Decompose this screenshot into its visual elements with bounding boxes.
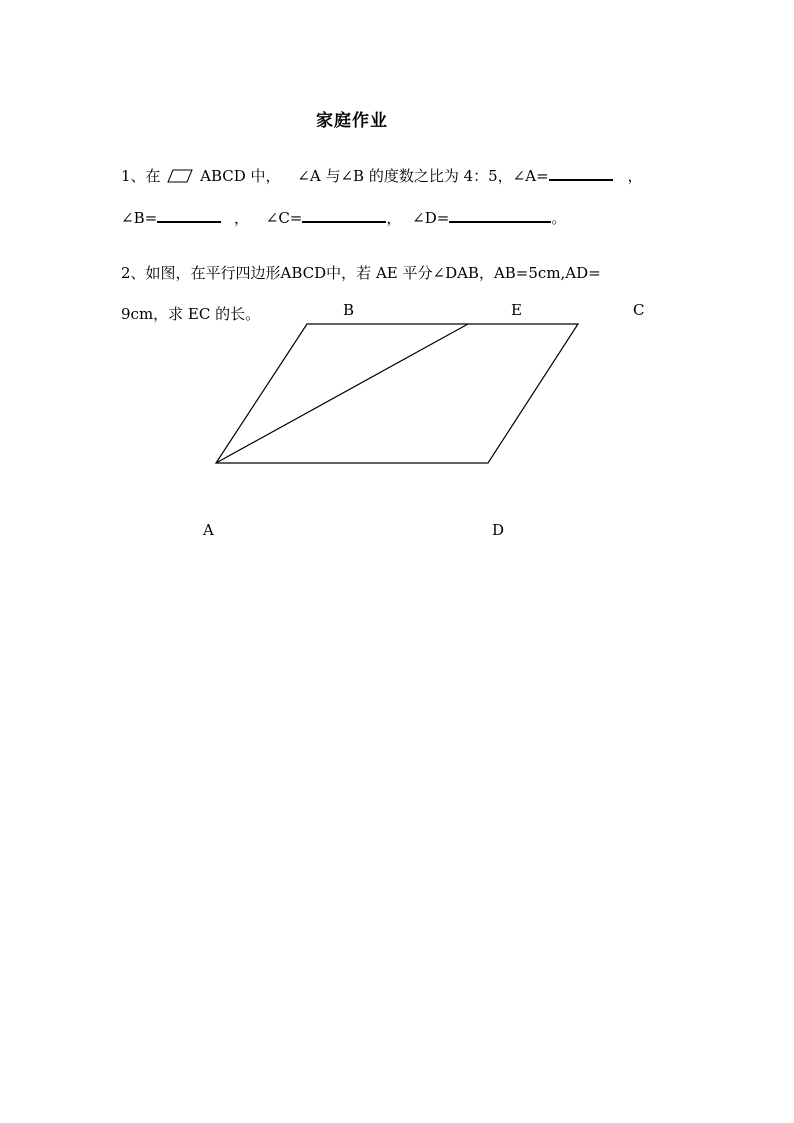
label-a: A — [203, 521, 214, 539]
label-e: E — [511, 301, 522, 319]
q1-angle-text: ∠A 与∠B 的度数之比为 4：5，∠A= — [297, 167, 549, 185]
segment-ae — [216, 324, 468, 463]
q2-line1: 2、如图，在平行四边形ABCD中，若 AE 平分∠DAB，AB=5cm,AD= — [121, 264, 601, 282]
label-d: D — [492, 521, 505, 539]
q2-line2: 9cm，求 EC 的长。 — [121, 305, 261, 323]
sep2: ， — [386, 209, 402, 227]
angle-c-label: ∠C= — [265, 209, 303, 227]
sep1: ， — [233, 209, 249, 227]
q1-suffix: ， — [627, 167, 643, 185]
q1-shape-text: ABCD 中， — [200, 167, 281, 185]
page-title: 家庭作业 — [316, 111, 388, 131]
parallelogram-abcd — [216, 324, 578, 463]
label-b: B — [343, 301, 355, 319]
end: 。 — [551, 209, 567, 227]
q1-prefix: 1、在 — [121, 167, 161, 185]
angle-b-label: ∠B= — [121, 209, 158, 227]
label-c: C — [633, 301, 645, 319]
angle-d-label: ∠D= — [412, 209, 450, 227]
